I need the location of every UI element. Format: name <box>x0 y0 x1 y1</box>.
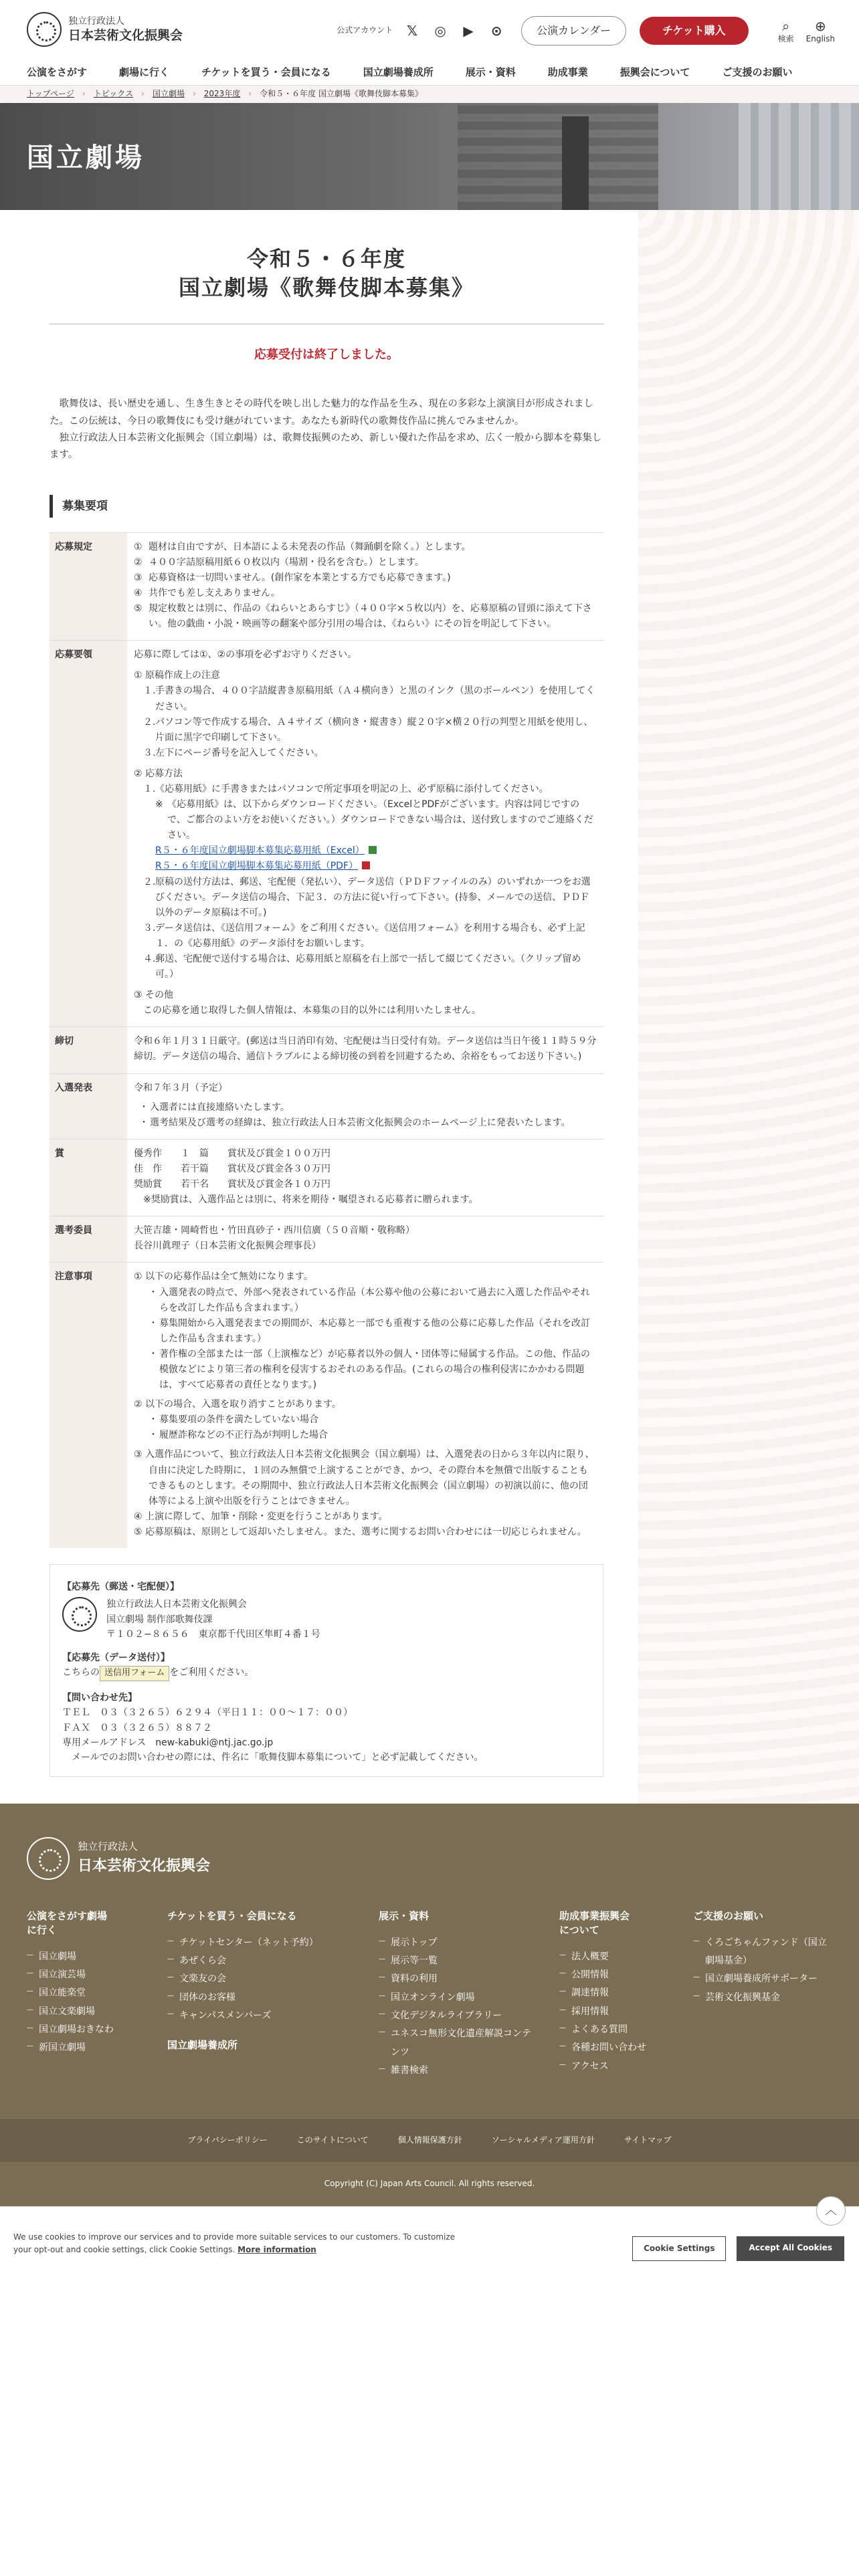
table-row: 応募要領 応募に際しては①、②の事項を必ずお守りください。 ① 原稿作成上の注意 １. 手書きの場合、４００字詰縦書き原稿用紙（Ａ４横向き）と黒のインク（黒のボールペン）を使用してください。 ２. パソコン等で作成する場合、Ａ４サイズ（横向き・縦書き）縦２０字×横２０行の判型と用紙を使用し、片面に黒字で印刷して下さい。 ３. 左下にページ番号を記入してください。 ② 応募方法 １. 《応募用紙》に手書きまたはパソコンで所定事項を明記の上、必ず原稿に添付してください。 ※ 《応募用紙》は、以下からダウンロードください。（ExcelとPDFがございます。内容は同じですので、ご都合のよい方をお使いください。）ダウンロードできない場合は、送付致しますのでご連絡ください。 R５・６年度国立劇場脚本募集応募用紙（Excel） R５・６年度国立劇場脚本募集応募用紙（PDF） ２. 原稿の送付方法は、郵送、宅配便（発払い）、データ送信（ＰＤＦファイルのみ）のいずれか一つをお選びください。データ送信の場合、下記３．の方法に従い行って下さい。(持参、メールでの送信、ＰＤＦ以外のデータ原稿は不可。) ３. データ送信は、《送信用フォーム》をご利用ください。《送信用フォーム》を利用する場合も、必ず上記１．の《応募用紙》のデータ添付をお願いします。 ４. 郵送、宅配便で送付する場合は、応募用紙と原稿を右上部で一括して綴じてください。（クリップ留め可。） ③ その他 この応募を通じ取得した個人情報は、本募集の目的以外には利用いたしません。 <box>50 641 603 1027</box>
footer-link[interactable]: ソーシャルメディア運用方針 <box>491 2135 595 2145</box>
search-icon: ⌕ <box>782 17 790 34</box>
section-heading: 募集要項 <box>50 495 603 518</box>
cookie-banner: We use cookies to improve our services and to provide more suitable services to our customers. To customize your opt-out and cookie settings, click Cookie Settings. More information Cookie Settings Accept All Cookies <box>0 2206 859 2270</box>
copyright: Copyright (C) Japan Arts Council. All rights reserved. <box>0 2162 859 2206</box>
download-excel-link[interactable]: R５・６年度国立劇場脚本募集応募用紙（Excel） <box>155 843 597 859</box>
footer-link[interactable]: サイトマップ <box>624 2135 672 2145</box>
table-row: 賞 優秀作 １ 篇 賞状及び賞金１００万円 佳 作 若干篇 賞状及び賞金各３０万円 奨励賞 若干名 賞状及び賞金各１０万円 ※奨励賞は、入選作品とは別に、将来を期待・嘱望される応募者に贈られます。 <box>50 1139 603 1216</box>
instagram-icon[interactable]: ◎ <box>434 22 446 39</box>
breadcrumb: トップページ › トピックス › 国立劇場 › 2023年度 › 令和５・６年度 国立劇場《歌舞伎脚本募集》 <box>0 86 859 103</box>
chevron-up-icon: ︿ <box>825 2203 837 2218</box>
global-nav <box>0 59 859 86</box>
footer-col: 展示・資料 — 展示トップ — 展示等一覧 — 資料の利用 — 国立オンライン劇場 — 文化デジタルライブラリー — ユネスコ無形文化遺産解説コンテンツ — 雑書検索 <box>379 1909 559 2080</box>
back-to-top-button[interactable] <box>816 2196 846 2226</box>
table-row: 入選発表 令和７年３月（予定） ・ 入選者には直接連絡いたします。 ・ 選考結果及び選考の経緯は、独立行政法人日本芸術文化振興会のホームページ上に発表いたします。 <box>50 1073 603 1139</box>
breadcrumb-link[interactable]: 2023年度 <box>203 89 241 99</box>
youtube-icon[interactable]: ▶ <box>463 22 474 39</box>
breadcrumb-link[interactable]: 国立劇場 <box>152 89 185 99</box>
sns-label: 公式アカウント <box>337 25 393 35</box>
hero-title: 国立劇場 <box>27 142 145 173</box>
globe-icon: ⊕ <box>814 17 826 34</box>
cookie-settings-button[interactable]: Cookie Settings <box>632 2236 726 2261</box>
tripadvisor-icon[interactable]: ⊙ <box>490 22 502 39</box>
gnav-item[interactable]: 助成事業 <box>547 66 588 78</box>
logo-mark-icon <box>27 1837 70 1880</box>
site-logo[interactable] <box>27 12 183 47</box>
footer-col: 公演をさがす劇場に行く — 国立劇場 — 国立演芸場 — 国立能楽堂 — 国立文楽劇場 — 国立劇場おきなわ — 新国立劇場 <box>27 1909 167 2080</box>
footer-col: 助成事業振興会について — 法人概要 — 公開情報 — 調達情報 — 採用情報 — よくある質問 — 各種お問い合わせ — アクセス <box>559 1909 693 2080</box>
logo-main: 日本芸術文化振興会 <box>68 27 183 43</box>
ticket-button[interactable]: チケット購入 <box>640 17 749 45</box>
gnav-item[interactable]: 展示・資料 <box>465 66 516 78</box>
closed-notice: 応募受付は終了しました。 <box>254 348 399 362</box>
table-row: 注意事項 ① 以下の応募作品は全て無効になります。 ・ 入選発表の時点で、外部へ発表されている作品（本公募や他の公募において過去に入選した作品やそれらを改訂した作品も含まれます。） ・ 募集開始から入選発表までの期間が、本応募と一部でも重複する他の公募に応募した作品（それを改訂した作品も含まれます。） ・ 著作権の全部または一部（上演権など）が応募者以外の個人・団体等に帰属する作品。この他、作品の模倣などにより第三者の権利を侵害するおそれのある作品。(これらの場合の権利侵害にかかわる問題は、すべて応募者の責任となります。) ② 以下の場合、入選を取り消すことがあります。 ・ 募集要項の条件を満たしていない場合 ・ 履歴詐称などの不正行為が判明した場合 ③ 入選作品について、独立行政法人日本芸術文化振興会（国立劇場）は、入選発表の日から３年以内に限り、自由に決定した時期に、１回のみ無償で上演することができ、かつ、その際台本を無償で出版することもできるものとします。その期間中、独立行政法人日本芸術文化振興会（国立劇場）の初演以前に、他の団体等による上演や出版を行うことはできません。 ④ 上演に際して、加筆・削除・変更を行うことがあります。 ⑤ 応募原稿は、原則として返却いたしません。また、選考に関するお問い合わせには一切応じられません。 <box>50 1263 603 1548</box>
gnav-item[interactable]: 公演をさがす <box>27 66 88 78</box>
table-row: 選考委員 大笹吉雄・岡崎哲也・竹田真砂子・西川信廣（５０音順・敬称略） 長谷川眞理子（日本芸術文化振興会理事長） <box>50 1216 603 1263</box>
footer-link[interactable]: 個人情報保護方針 <box>397 2135 462 2145</box>
site-footer <box>0 1804 859 2118</box>
search-button[interactable]: ⌕ 検索 <box>777 17 794 43</box>
calendar-button[interactable]: 公演カレンダー <box>521 16 626 45</box>
gnav-item[interactable]: 国立劇場養成所 <box>363 66 434 78</box>
table-row: 締切 令和６年１月３１日厳守。(郵送は当日消印有効、宅配便は当日受付有効。データ送信は当日午後１１時５９分締切。データ送信の場合、通信トラブルによる締切後の到着を回避するため、余裕をもってお送り下さい。) <box>50 1027 603 1073</box>
logo-mark-icon <box>27 12 62 47</box>
cookie-more-link[interactable]: More information <box>237 2244 316 2254</box>
footer-col: チケットを買う・会員になる — チケットセンター（ネット予約） — あぜくら会 — 文楽友の会 — 団体のお客様 — キャンパスメンバーズ 国立劇場養成所 <box>167 1909 379 2080</box>
page-title: 令和５・６年度 国立劇場《歌舞伎脚本募集》 <box>178 246 474 301</box>
gnav-item[interactable]: チケットを買う・会員になる <box>201 66 331 78</box>
table-row: 応募規定 ① 題材は自由ですが、日本語による未発表の作品（舞踊劇を除く。）とします。 ② ４００字詰原稿用紙６０枚以内（場割・役名を含む。）とします。 ③ 応募資格は一切問いません。(創作家を本業とする方でも応募できます。) ④ 共作でも差し支えありません。 ⑤ 規定枚数とは別に、作品の《ねらいとあらすじ》（４００字×５枚以内）を、応募原稿の冒頭に添えて下さい。他の戯曲・小説・映画等の翻案や部分引用の場合は、《ねらい》にその旨を明記して下さい。 <box>50 532 603 641</box>
requirements-table <box>50 532 603 1548</box>
pdf-file-icon <box>362 861 370 869</box>
excel-file-icon <box>369 846 377 854</box>
site-header <box>0 0 859 59</box>
download-pdf-link[interactable]: R５・６年度国立劇場脚本募集応募用紙（PDF） <box>155 859 597 874</box>
hero-banner <box>0 103 859 210</box>
footer-logo[interactable]: 独立行政法人 日本芸術文化振興会 <box>27 1837 832 1880</box>
contact-box: 【応募先（郵送・宅配便）】 独立行政法人日本芸術文化振興会 国立劇場 制作部歌舞伎課 〒１０２−８６５６ 東京都千代田区隼町４番１号 【応募先（データ送付）】 こちらの 送信用フォーム をご利用ください。 【問い合わせ先】 ＴＥＬ ０３（３２６５）６２９４（平日１１：００〜１７：００） ＦＡＸ ０３（３２６５）８８７２ 専用メールアドレス new-kabuki@ntj.jac.go.jp メールでのお問い合わせの際には、件名に「歌舞伎脚本募集について」と必ず記載してください。 <box>50 1564 603 1777</box>
footer-links <box>0 2118 859 2162</box>
gnav-item[interactable]: 振興会について <box>619 66 690 78</box>
footer-link[interactable]: プライバシーポリシー <box>187 2135 268 2145</box>
logo-mark-icon <box>62 1597 97 1632</box>
send-form-link[interactable]: 送信用フォーム <box>100 1666 169 1681</box>
accept-cookies-button[interactable]: Accept All Cookies <box>737 2236 844 2261</box>
x-icon[interactable]: 𝕏 <box>407 22 418 39</box>
main-content <box>50 210 603 1804</box>
breadcrumb-link[interactable]: トップページ <box>27 89 74 99</box>
gnav-item[interactable]: ご支援のお願い <box>722 66 793 78</box>
english-button[interactable]: ⊕ English <box>805 17 835 43</box>
gnav-item[interactable]: 劇場に行く <box>119 66 170 78</box>
footer-link[interactable]: このサイトについて <box>296 2135 369 2145</box>
footer-col: ご支援のお願い — くろごちゃんファンド（国立劇場基金） — 国立劇場養成所サポーター — 芸術文化振興基金 <box>693 1909 827 2080</box>
intro: 歌舞伎は、長い歴史を通し、生き生きとその時代を映し出した魅力的な作品を生み、現在の多彩な上演演目が形成されました。この伝統は、今日の歌舞伎にも受け継がれています。あなたも新時代の歌舞伎作品に挑んでみませんか。 独立行政法人日本芸術文化振興会（国立劇場）は、歌舞伎振興のため、新しい優れた作品を求め、広く一般から脚本を募集します。 <box>50 399 602 461</box>
breadcrumb-link[interactable]: トピックス <box>93 89 134 99</box>
breadcrumb-current: 令和５・６年度 国立劇場《歌舞伎脚本募集》 <box>260 89 423 99</box>
logo-sub: 独立行政法人 <box>68 15 124 27</box>
